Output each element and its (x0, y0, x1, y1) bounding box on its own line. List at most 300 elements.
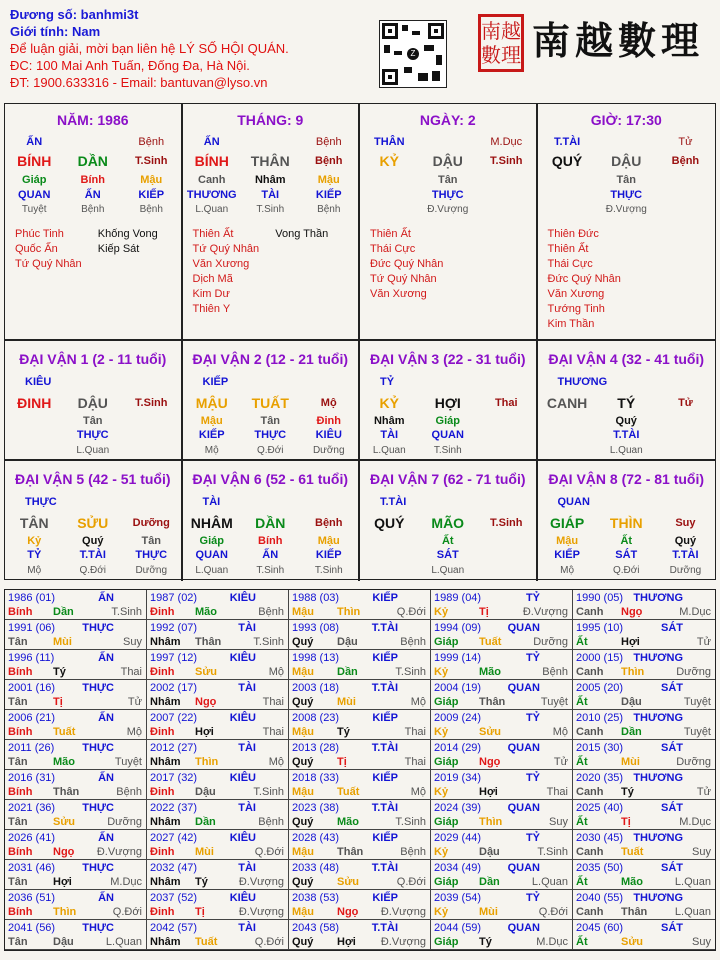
year-stage: M.Dục (679, 606, 711, 618)
red-seal-stamp: 南越 數理 (478, 14, 524, 72)
shensha-list (183, 227, 359, 317)
dai-van-stages (360, 563, 536, 578)
dai-van-branch: TUẤT (251, 395, 289, 411)
year-cell (289, 770, 431, 800)
year-branch: Mùi (53, 636, 72, 648)
stages-row-cell (656, 202, 715, 218)
year-branch: Ngọ (621, 606, 643, 618)
year-stem: Nhâm (150, 816, 181, 828)
dai-van-stages (183, 443, 359, 458)
year-stage: Bệnh (400, 636, 426, 648)
year-stem: Kỷ (434, 786, 449, 798)
dai-van-stages-cell: Q.Đới (612, 565, 640, 576)
dai-van-hidden-stems (538, 534, 716, 548)
year-stem: Nhâm (150, 696, 181, 708)
stages-row (538, 202, 716, 218)
dai-van-hidden-stems (360, 534, 536, 548)
dai-van-hidden-stems-cell: Giáp (199, 535, 224, 547)
year-branch: Mùi (621, 756, 640, 768)
hidden-stems-row (183, 172, 359, 188)
hidden-stems-row (360, 172, 536, 188)
stages-row-cell: Đ.Vượng (605, 204, 647, 215)
year-cell (431, 890, 573, 920)
gender-label: Giới tính: (10, 24, 69, 39)
year-branch: Dậu (195, 786, 216, 798)
year-label: 1989 (04) (434, 592, 482, 604)
ten-god-row-cell: M.Dục (490, 136, 523, 148)
year-label: 1994 (09) (434, 622, 482, 634)
dai-van-hidden-stems-cell: Quý (82, 535, 104, 547)
year-stem: Canh (576, 906, 604, 918)
year-stage: Mộ (552, 726, 568, 738)
year-cell (289, 650, 431, 680)
year-branch: Mão (195, 606, 217, 618)
year-stage: Dưỡng (676, 666, 711, 678)
pillar-title: NGÀY: 2 (419, 112, 476, 128)
logo: 南越數理 (532, 18, 705, 63)
year-label: 2028 (43) (292, 832, 340, 844)
year-stem: Ất (576, 816, 588, 828)
year-cell (5, 650, 147, 680)
dai-van-stem: CANH (546, 395, 588, 411)
year-cell (289, 740, 431, 770)
hidden-stems-row-cell: Bính (80, 174, 105, 186)
year-branch: Mão (479, 666, 501, 678)
pillar-1 (5, 104, 183, 341)
contact-line: Để luận giải, mời bạn liên hệ LÝ SỐ HỘI QUÁN. (10, 41, 289, 56)
year-stage: Đ.Vượng (380, 936, 426, 948)
year-cell (573, 860, 715, 890)
dai-van-stem: TÂN (19, 515, 49, 531)
shensha-item: Kim Dư (192, 288, 230, 300)
year-label: 2038 (53) (292, 892, 340, 904)
dai-van-hidden-gods-cell: THỰC (76, 429, 109, 441)
year-stem: Giáp (434, 696, 459, 708)
dai-van-stages (538, 563, 716, 578)
year-god: THƯƠNG (633, 712, 683, 724)
year-stage: L.Quan (674, 906, 711, 918)
year-stem: Tân (8, 876, 28, 888)
year-god: TÀI (238, 622, 256, 634)
dai-van-hidden-gods-cell: KIẾP (198, 429, 225, 441)
ten-god-row-cell (419, 134, 478, 150)
dai-van-hidden-stems-cell (477, 534, 536, 548)
hidden-gods-row-cell (360, 188, 419, 202)
dai-van-hidden-gods-cell (122, 428, 181, 443)
year-label: 1992 (07) (150, 622, 198, 634)
pillar-4 (538, 104, 716, 341)
year-stage: T.Sinh (253, 636, 284, 648)
dai-van-hidden-gods-cell: T.TÀI (672, 549, 699, 561)
year-branch: Tị (621, 816, 631, 828)
year-branch: Dần (621, 726, 642, 738)
pillar-2 (183, 104, 361, 341)
year-label: 2010 (25) (576, 712, 624, 724)
year-stage: Mộ (410, 786, 426, 798)
stages-row-cell: Bệnh (317, 204, 341, 215)
year-stage: Thai (404, 756, 426, 768)
year-stem: Quý (292, 816, 314, 828)
year-label: 1996 (11) (8, 652, 55, 664)
dai-van-god: THỰC (25, 496, 57, 508)
year-label: 2008 (23) (292, 712, 340, 724)
dai-van-hidden-gods (538, 548, 716, 563)
year-label: 1995 (10) (576, 622, 624, 634)
year-label: 2026 (41) (8, 832, 56, 844)
year-stem: Bính (8, 666, 33, 678)
dai-van-hidden-stems-cell (538, 414, 597, 428)
year-stage: Tuyệt (114, 756, 142, 768)
hidden-stems-row-cell: Mậu (317, 174, 340, 186)
year-label: 2042 (57) (150, 922, 198, 934)
hidden-stems-row-cell (656, 172, 715, 188)
dai-van-hidden-stems-cell: Quý (674, 535, 697, 547)
year-branch: Tuất (53, 726, 76, 738)
year-branch: Mùi (479, 906, 498, 918)
year-stem: Bính (8, 906, 33, 918)
year-branch: Thìn (621, 666, 645, 678)
year-stem: Nhâm (150, 756, 181, 768)
year-stem: Đinh (150, 666, 175, 678)
year-label: 2039 (54) (434, 892, 482, 904)
dai-van-stages-cell (122, 443, 181, 458)
year-label: 2002 (17) (150, 682, 198, 694)
dai-van-title: ĐẠI VẬN 5 (42 - 51 tuổi) (14, 471, 171, 487)
dai-van-stem: MẬU (195, 395, 228, 411)
year-stage: Suy (123, 636, 142, 648)
year-stem: Giáp (434, 636, 459, 648)
dai-van-stages-cell: L.Quan (76, 445, 110, 456)
year-god: T.TÀI (371, 682, 398, 694)
shensha-item: Đức Quý Nhân (370, 258, 444, 270)
year-cell (431, 800, 573, 830)
dai-van-hidden-gods-cell (656, 428, 715, 443)
stem-branch-row-cell: QUÝ (551, 153, 583, 169)
year-god: SÁT (661, 742, 683, 754)
shensha-left (370, 227, 453, 302)
year-god: QUAN (507, 922, 540, 934)
year-label: 2036 (51) (8, 892, 56, 904)
shensha-left (193, 227, 276, 317)
year-god: ẤN (98, 592, 114, 604)
year-branch: Tý (337, 726, 350, 738)
dai-van-7 (360, 461, 538, 581)
dai-van-hidden-gods-cell (477, 428, 536, 443)
year-label: 2031 (46) (8, 862, 56, 874)
year-branch: Mùi (337, 696, 356, 708)
stem-branch-row-cell: DẬU (611, 153, 642, 169)
dai-van-hidden-gods-cell: QUAN (431, 429, 464, 441)
year-label: 2033 (48) (292, 862, 340, 874)
year-cell (431, 860, 573, 890)
hidden-stems-row (5, 172, 181, 188)
dai-van-stem-branch (183, 512, 359, 534)
hidden-stems-row-cell (360, 172, 419, 188)
stem-branch-row (360, 150, 536, 172)
dai-van-hidden-stems-cell: Bính (258, 535, 283, 547)
year-stem: Quý (292, 756, 314, 768)
ten-god-row-cell: THÂN (373, 136, 405, 148)
year-branch: Dần (337, 666, 358, 678)
stem-branch-row (5, 150, 181, 172)
ten-god-row-cell: ẤN (26, 136, 43, 148)
hidden-stems-row (538, 172, 716, 188)
dai-van-title: ĐẠI VẬN 6 (52 - 61 tuổi) (192, 471, 349, 487)
stem-branch-row (538, 150, 716, 172)
dai-van-stages-cell: Q.Đới (79, 565, 107, 576)
year-stem: Giáp (434, 936, 459, 948)
year-god: QUAN (507, 682, 540, 694)
year-label: 2006 (21) (8, 712, 56, 724)
year-cell (147, 620, 289, 650)
dai-van-stem-branch (538, 392, 716, 414)
dai-van-branch: SỬU (77, 515, 109, 531)
year-god: THỰC (82, 922, 114, 934)
year-cell (5, 680, 147, 710)
year-cell (289, 860, 431, 890)
dai-van-stage: T.Sinh (135, 397, 168, 409)
year-god: THỰC (82, 802, 114, 814)
hidden-gods-row (183, 188, 359, 202)
year-branch: Dần (195, 816, 216, 828)
year-stem: Quý (292, 876, 314, 888)
dai-van-stage: Mộ (320, 397, 337, 409)
dai-van-stages-cell: Dưỡng (669, 565, 702, 576)
dai-van-stage: Bệnh (315, 517, 343, 529)
dai-van-branch: DẬU (77, 395, 108, 411)
year-label: 1987 (02) (150, 592, 198, 604)
year-stage: M.Dục (679, 816, 711, 828)
shensha-list (5, 227, 181, 272)
dai-van-hidden-gods (183, 428, 359, 443)
dai-van-stages-cell: L.Quan (431, 565, 465, 576)
year-stage: Thai (404, 726, 426, 738)
stem-branch-row-cell: T.Sinh (490, 155, 523, 167)
year-god: KIÊU (229, 592, 256, 604)
year-stage: Đ.Vượng (96, 846, 142, 858)
year-god: TỶ (525, 832, 540, 844)
ten-god-row-cell: Bệnh (138, 136, 165, 148)
pillar-title: NĂM: 1986 (56, 112, 129, 128)
dai-van-hidden-gods-cell: TÀI (380, 429, 399, 441)
year-stage: L.Quan (674, 876, 711, 888)
year-branch: Dần (479, 876, 500, 888)
shensha-item: Tứ Quý Nhân (370, 273, 437, 285)
year-stem: Tân (8, 936, 28, 948)
dai-van-stages-cell: T.Sinh (314, 565, 343, 576)
dai-van-hidden-gods (5, 548, 181, 563)
year-label: 2000 (15) (576, 652, 624, 664)
dai-van-hidden-gods-cell (5, 428, 64, 443)
year-label: 2012 (27) (150, 742, 198, 754)
ten-god-row-cell (64, 134, 123, 150)
year-branch: Sửu (337, 876, 360, 888)
year-branch: Tuất (479, 636, 502, 648)
dai-van-2 (183, 341, 361, 461)
year-stage: Tuyệt (683, 726, 711, 738)
year-stage: Suy (692, 846, 711, 858)
year-god: KIẾP (372, 592, 398, 604)
year-stage: T.Sinh (537, 846, 568, 858)
year-stem: Ất (576, 636, 588, 648)
dai-van-5 (5, 461, 183, 581)
year-stem: Bính (8, 786, 33, 798)
shensha-left (15, 227, 98, 272)
year-god: THỰC (82, 682, 114, 694)
hidden-stems-row-cell: Tân (437, 174, 458, 186)
year-cell (431, 710, 573, 740)
year-branch: Tý (195, 876, 208, 888)
year-branch: Sửu (53, 816, 76, 828)
dai-van-hidden-gods-cell (538, 428, 597, 443)
dai-van-hidden-stems-cell: Tân (141, 535, 162, 547)
year-branch: Mùi (195, 846, 214, 858)
year-cell (147, 650, 289, 680)
year-cell (573, 710, 715, 740)
year-stage: Dưỡng (676, 756, 711, 768)
shensha-item: Dịch Mã (192, 273, 233, 285)
year-cell (431, 680, 573, 710)
year-branch: Tị (479, 606, 489, 618)
year-stage: Đ.Vượng (522, 606, 568, 618)
year-cell (289, 710, 431, 740)
year-stage: Bệnh (542, 666, 568, 678)
year-cell (289, 590, 431, 620)
hidden-gods-row-cell: KIẾP (315, 189, 342, 201)
dai-van-6 (183, 461, 361, 581)
year-god: ẤN (98, 652, 114, 664)
stem-branch-row-cell: BÍNH (194, 153, 229, 169)
year-cell (573, 680, 715, 710)
dai-van-hidden-stems-cell: Quý (615, 415, 637, 427)
year-god: KIÊU (229, 652, 256, 664)
year-cell (431, 920, 573, 950)
dai-van-title: ĐẠI VẬN 3 (22 - 31 tuổi) (369, 351, 526, 367)
year-label: 2015 (30) (576, 742, 624, 754)
dai-van-stage: Suy (675, 517, 696, 529)
dai-van-hidden-stems (183, 534, 359, 548)
dai-van-stem-branch (5, 392, 181, 414)
year-stem: Ất (576, 936, 588, 948)
year-branch: Dậu (621, 696, 642, 708)
hidden-gods-row (538, 188, 716, 202)
dai-van-hidden-stems (5, 534, 181, 548)
dai-van-god: KIẾP (202, 376, 229, 388)
year-label: 2037 (52) (150, 892, 198, 904)
year-label: 2005 (20) (576, 682, 624, 694)
year-label: 1999 (14) (434, 652, 482, 664)
gender-value: Nam (71, 24, 101, 39)
shensha-item: Kim Thần (547, 318, 595, 330)
owner-line: Đương số: banhmi3t (10, 7, 139, 22)
hidden-stems-row-cell: Giáp (22, 174, 47, 186)
dai-van-hidden-gods-cell: THỰC (254, 429, 287, 441)
year-god: KIẾP (372, 892, 398, 904)
year-god: ẤN (98, 832, 114, 844)
year-stage: Đ.Vượng (238, 906, 284, 918)
year-branch: Hợi (337, 936, 356, 948)
year-label: 2025 (40) (576, 802, 624, 814)
dai-van-hidden-stems-cell (5, 414, 64, 428)
year-stem: Kỷ (434, 606, 449, 618)
year-stage: Đ.Vượng (238, 876, 284, 888)
hidden-gods-row-cell (477, 188, 536, 202)
year-cell (147, 680, 289, 710)
year-god: QUAN (507, 622, 540, 634)
year-stem: Đinh (150, 606, 175, 618)
dai-van-title: ĐẠI VẬN 4 (32 - 41 tuổi) (548, 351, 705, 367)
year-branch: Thân (195, 636, 222, 648)
year-branch: Ngọ (337, 906, 359, 918)
year-stage: T.Sinh (111, 606, 142, 618)
year-stage: Bệnh (258, 816, 284, 828)
year-cell (573, 740, 715, 770)
dai-van-branch: DẦN (255, 515, 286, 531)
dai-van-hidden-stems-cell: Mậu (556, 535, 579, 547)
dai-van-stages-cell: Q.Đới (256, 445, 284, 456)
year-label: 2017 (32) (150, 772, 198, 784)
dai-van-stem-branch (5, 512, 181, 534)
year-cell (573, 830, 715, 860)
stages-row-cell: L.Quan (195, 204, 229, 215)
stages-row-cell: Tuyệt (21, 204, 47, 215)
dai-van-stem-branch (360, 392, 536, 414)
year-stem: Đinh (150, 846, 175, 858)
year-god: QUAN (507, 802, 540, 814)
shensha-list (538, 227, 716, 332)
dai-van-god: QUAN (557, 496, 590, 508)
year-stem: Bính (8, 846, 33, 858)
dai-van-god: KIÊU (25, 376, 52, 388)
year-cell (5, 740, 147, 770)
hidden-stems-row-cell (477, 172, 536, 188)
year-cell (573, 650, 715, 680)
dai-van-hidden-stems-cell: Mậu (200, 415, 223, 427)
year-cell (573, 590, 715, 620)
dai-van-stages-cell (477, 443, 536, 458)
year-god: SÁT (661, 622, 683, 634)
year-god: TỶ (525, 892, 540, 904)
year-god: ẤN (98, 712, 114, 724)
year-label: 1993 (08) (292, 622, 340, 634)
year-branch: Tuất (621, 846, 644, 858)
dai-van-stages-cell: L.Quan (609, 445, 643, 456)
year-stem: Bính (8, 726, 33, 738)
ten-god-row (360, 134, 536, 150)
year-branch: Mão (621, 876, 643, 888)
year-branch: Mão (337, 816, 359, 828)
stages-row (360, 202, 536, 218)
year-label: 2019 (34) (434, 772, 482, 784)
year-god: SÁT (661, 922, 683, 934)
year-branch: Dậu (53, 936, 74, 948)
year-stem: Canh (576, 786, 604, 798)
dai-van-stage: Thai (494, 397, 518, 409)
year-cell (5, 800, 147, 830)
year-stage: Q.Đới (254, 846, 284, 858)
year-branch: Hợi (479, 786, 498, 798)
year-label: 2016 (31) (8, 772, 56, 784)
hidden-gods-row-cell: TÀI (261, 189, 280, 201)
stages-row-cell (360, 202, 419, 218)
year-stem: Nhâm (150, 936, 181, 948)
dai-van-title: ĐẠI VẬN 7 (62 - 71 tuổi) (369, 471, 526, 487)
year-cell (431, 770, 573, 800)
year-cell (147, 710, 289, 740)
yearly-table (4, 589, 716, 951)
year-stem: Quý (292, 936, 314, 948)
dai-van-stages (360, 443, 536, 458)
